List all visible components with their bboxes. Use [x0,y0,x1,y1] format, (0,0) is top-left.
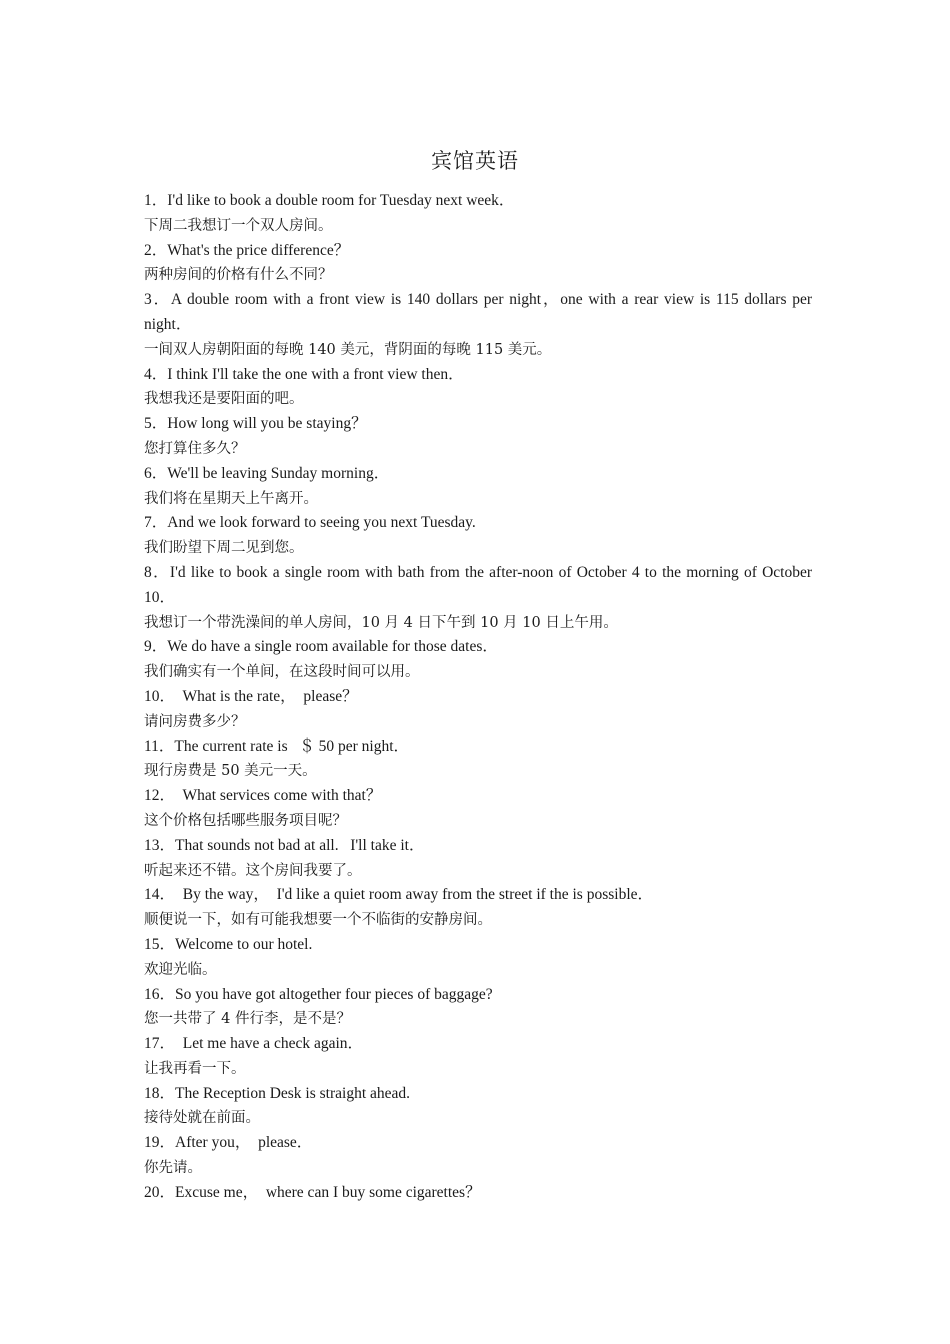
phrase-english: 7．And we look forward to seeing you next Tuesday. [144,514,476,532]
page-title: 宾馆英语 [431,149,519,173]
phrase-chinese: 我想我还是要阳面的吧。 [144,391,304,408]
phrase-english: 14． By the way， I'd like a quiet room away from the street if the is possible． [144,886,654,904]
phrase-chinese: 听起来还不错。这个房间我要了。 [144,862,362,879]
phrase-chinese: 让我再看一下。 [144,1060,246,1077]
phrase-english: 6．We'll be leaving Sunday morning． [144,464,390,482]
phrase-english: 5．How long will you be staying？ [144,415,367,433]
phrase-chinese: 接待处就在前面。 [144,1110,260,1127]
phrase-english: 13．That sounds not bad at all. I'll take it． [144,836,425,854]
phrase-english: 16．So you have got altogether four pieces of baggage? [144,985,493,1003]
phrase-chinese: 现行房费是 50 美元一天。 [144,763,317,780]
phrase-chinese: 两种房间的价格有什么不同？ [144,267,333,284]
phrase-english: 10． What is the rate， please？ [144,687,358,705]
phrase-chinese: 这个价格包括哪些服务项目呢？ [144,812,347,829]
phrase-chinese: 你先请。 [144,1160,202,1177]
phrase-english: 15．Welcome to our hotel. [144,935,313,953]
phrase-chinese: 请问房费多少？ [144,713,246,730]
phrase-english: 17． Let me have a check again． [144,1035,364,1053]
phrase-english: 19．After you， please． [144,1134,313,1152]
phrase-chinese: 下周二我想订一个双人房间。 [144,217,333,234]
phrase-chinese: 我们盼望下周二见到您。 [144,540,304,557]
phrase-chinese: 您一共带了 4 件行李，是不是？ [144,1011,351,1028]
phrase-list [144,189,816,1206]
phrase-english: 9．We do have a single room available for those dates． [144,638,498,656]
phrase-english: 11．The current rate is ＄ 50 per night． [144,737,410,755]
phrase-chinese: 我想订一个带洗澡间的单人房间，10 月 4 日下午到 10 月 10 日上午用。 [144,614,618,631]
phrase-english: 1．I'd like to book a double room for Tuesday next week． [144,192,515,209]
phrase-english: 18．The Reception Desk is straight ahead. [144,1084,411,1102]
phrase-chinese: 顺便说一下，如有可能我想要一个不临街的安静房间。 [144,912,492,929]
phrase-chinese: 一间双人房朝阳面的每晚 140 美元，背阴面的每晚 115 美元。 [144,341,552,358]
phrase-english: 12． What services come with that？ [144,787,382,805]
phrase-chinese: 欢迎光临。 [144,961,217,978]
phrase-chinese: 您打算住多久？ [144,440,246,457]
phrase-english: 20．Excuse me， where can I buy some cigarettes？ [144,1183,481,1201]
phrase-english: 2．What's the price difference？ [144,241,350,259]
phrase-english: 3．A double room with a front view is 140 dollars per night，one with a rear view is 115 dollars per night． [144,291,816,333]
phrase-english: 8．I'd like to book a single room with bath from the after-noon of October 4 to the morning of October 10． [144,563,816,606]
phrase-english: 4．I think I'll take the one with a front view then． [144,365,464,383]
phrase-chinese: 我们将在星期天上午离开。 [144,490,318,507]
phrase-chinese: 我们确实有一个单间，在这段时间可以用。 [144,664,420,681]
